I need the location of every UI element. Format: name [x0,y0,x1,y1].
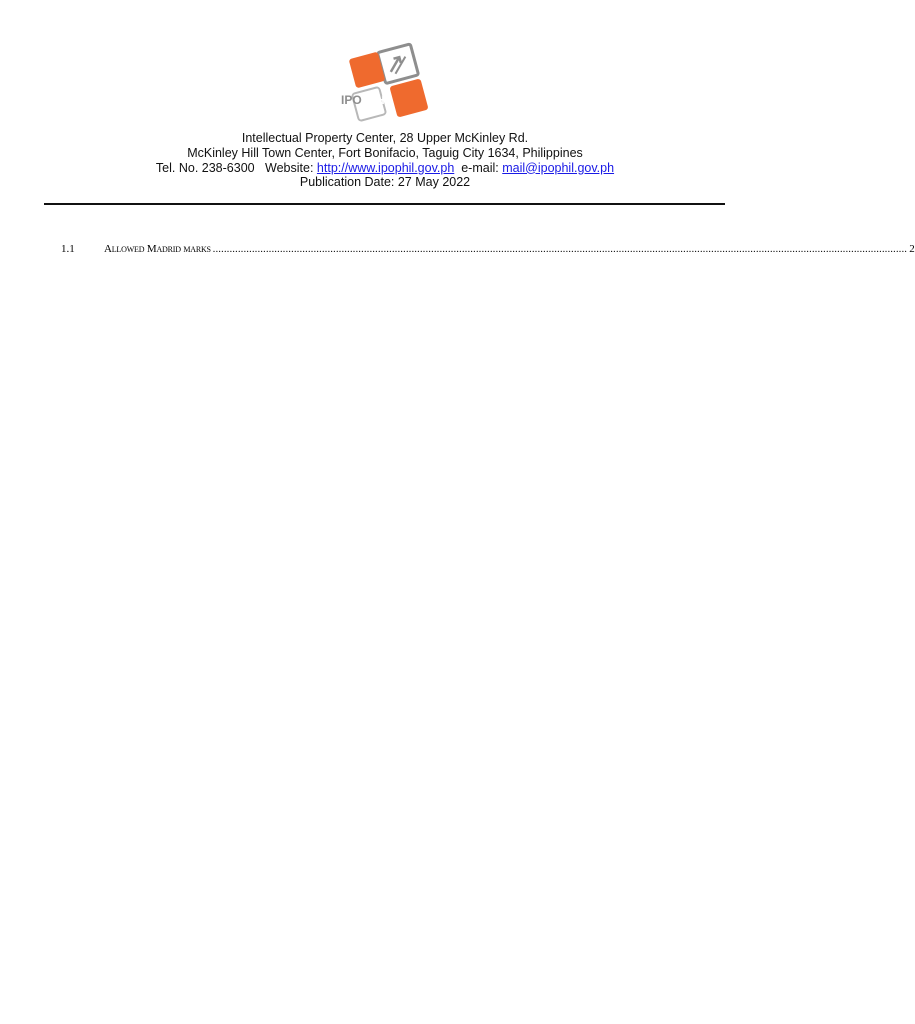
email-link[interactable]: mail@ipophil.gov.ph [502,160,615,175]
address-line-2: McKinley Hill Town Center, Fort Bonifacio, Taguig City 1634, Philippines [187,145,583,160]
telephone-text: Tel. No. 238-6300 [155,160,255,175]
toc-entry[interactable] [61,243,915,259]
toc-entry-title[interactable]: Allowed Madrid marks [104,243,211,255]
website-label: Website: [265,160,314,175]
address-block [0,131,770,190]
publication-date: Publication Date: 27 May 2022 [299,175,471,190]
logo-text-phl: PHL [368,93,392,107]
toc-dot-leader: ........................................................................................................................................................................................................................................................ [212,244,908,255]
header-divider [44,203,725,205]
logo-text-ipo: IPO [341,93,362,107]
ipophl-logo [335,40,435,124]
toc-entry-page: 2 [909,243,915,255]
website-link[interactable]: http://www.ipophil.gov.ph [316,160,455,175]
email-label: e-mail: [461,160,499,175]
toc-entry-number: 1.1 [61,243,75,255]
contact-line [0,161,770,176]
address-line-1: Intellectual Property Center, 28 Upper McKinley Rd. [241,131,529,145]
